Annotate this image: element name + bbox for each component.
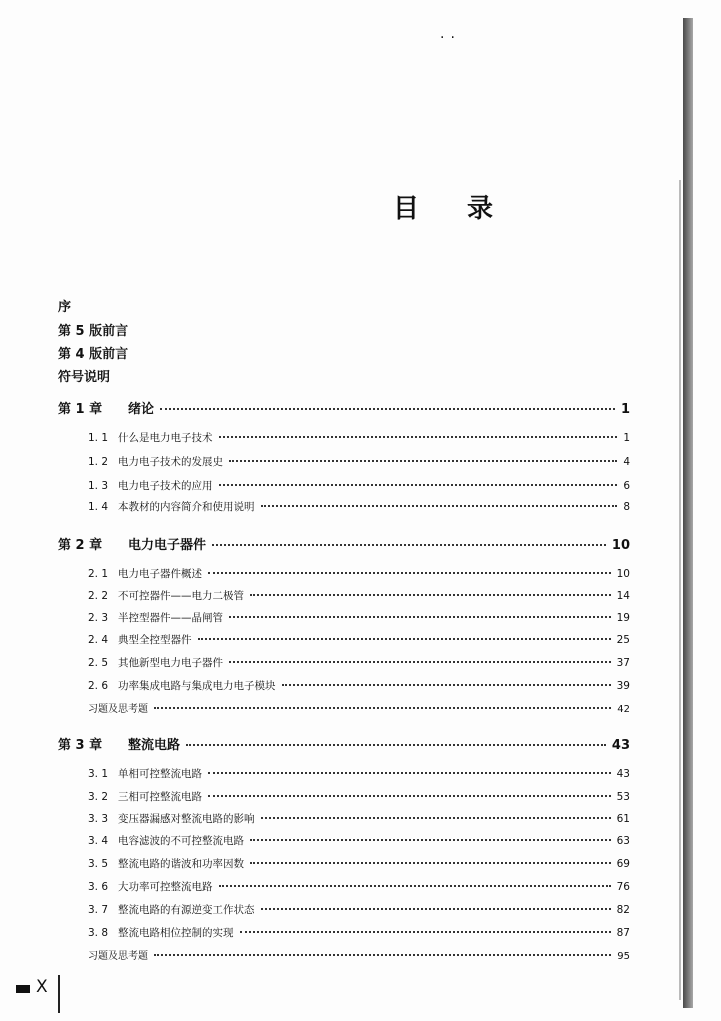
- toc-section-row: [88, 789, 630, 804]
- toc-section-row: [88, 811, 630, 826]
- toc-section-row: [88, 902, 630, 917]
- toc-dot-leader: [208, 795, 611, 797]
- toc-page-number: 82: [616, 904, 630, 916]
- toc-page-number: 53: [616, 791, 630, 803]
- toc-dot-leader: [219, 885, 611, 887]
- toc-entry-label: 什么是电力电子技术: [118, 432, 213, 444]
- toc-page-number: 10: [611, 538, 630, 553]
- toc-page-number: 69: [616, 858, 630, 870]
- toc-entry-label: 本教材的内容简介和使用说明: [118, 501, 255, 513]
- toc-entry-label: 电力电子技术的应用: [118, 480, 213, 492]
- toc-entry-label: 典型全控型器件: [118, 634, 192, 646]
- toc-entry-label: 整流电路的有源逆变工作状态: [118, 904, 255, 916]
- toc-dot-leader: [250, 594, 611, 596]
- toc-dot-leader: [261, 505, 618, 507]
- toc-entry-number: 1. 3: [88, 480, 109, 492]
- toc-section-row: [88, 856, 630, 871]
- toc-entry-number: 1. 2: [88, 456, 109, 468]
- toc-dot-leader: [154, 954, 611, 956]
- toc-entry-label: 变压器漏感对整流电路的影响: [118, 813, 255, 825]
- toc-page-number: 14: [616, 590, 630, 602]
- toc-entry-number: 2. 5: [88, 657, 109, 669]
- toc-dot-leader: [229, 661, 611, 663]
- toc-section-row: [88, 925, 630, 940]
- toc-entry-number: 2. 3: [88, 612, 109, 624]
- toc-page-number: 4: [623, 456, 630, 468]
- toc-entry-label: 电力电子器件: [128, 538, 207, 553]
- toc-entry-number: 2. 6: [88, 680, 109, 692]
- toc-entry-number: 2. 1: [88, 568, 109, 580]
- toc-page-number: 10: [616, 568, 630, 580]
- page-binding-shadow: [679, 180, 681, 1000]
- toc-entry-number: 3. 6: [88, 881, 109, 893]
- toc-entry-number: 3. 2: [88, 791, 109, 803]
- toc-dot-leader: [240, 931, 611, 933]
- toc-entry-number: 3. 5: [88, 858, 109, 870]
- toc-page-number: 63: [616, 835, 630, 847]
- toc-entry-number: 1. 1: [88, 432, 109, 444]
- toc-entry-label: 绪论: [128, 402, 155, 417]
- toc-entry-label: 习题及思考题: [88, 951, 148, 962]
- toc-entry-number: 第 2 章: [58, 538, 103, 553]
- toc-page-number: 43: [616, 768, 630, 780]
- toc-section-row: [88, 833, 630, 848]
- toc-page-number: 19: [616, 612, 630, 624]
- toc-entry-number: 3. 8: [88, 927, 109, 939]
- toc-page-number: 1: [623, 432, 630, 444]
- toc-section-row: [88, 478, 630, 493]
- toc-page-number: 37: [616, 657, 630, 669]
- toc-section-row: [88, 766, 630, 781]
- toc-dot-leader: [261, 908, 611, 910]
- toc-dot-leader: [212, 544, 606, 546]
- toc-dot-leader: [282, 684, 611, 686]
- toc-chapter-row: [58, 734, 630, 753]
- footer-divider: [58, 975, 60, 1013]
- toc-entry-label: 习题及思考题: [88, 704, 148, 715]
- toc-page-number: 39: [616, 680, 630, 692]
- toc-dot-leader: [208, 772, 611, 774]
- toc-dot-leader: [229, 616, 611, 618]
- toc-entry-label: 电容滤波的不可控整流电路: [118, 835, 244, 847]
- toc-dot-leader: [250, 862, 611, 864]
- toc-entry-number: 1. 4: [88, 501, 109, 513]
- toc-page-number: 87: [616, 927, 630, 939]
- toc-entry-label: 电力电子器件概述: [118, 568, 202, 580]
- toc-dot-leader: [250, 839, 611, 841]
- toc-dot-leader: [198, 638, 611, 640]
- front-matter-item: 序: [58, 300, 72, 315]
- toc-section-row: [88, 430, 630, 445]
- toc-exercise-row: [88, 700, 630, 715]
- toc-section-row: [88, 678, 630, 693]
- footer-page-number: X: [36, 977, 48, 997]
- toc-dot-leader: [261, 817, 611, 819]
- toc-exercise-row: [88, 947, 630, 962]
- toc-page-number: 25: [616, 634, 630, 646]
- toc-entry-label: 其他新型电力电子器件: [118, 657, 223, 669]
- toc-entry-label: 整流电路: [128, 738, 181, 753]
- toc-chapter-row: [58, 534, 630, 553]
- toc-entry-number: 2. 4: [88, 634, 109, 646]
- toc-page-number: 76: [616, 881, 630, 893]
- toc-entry-label: 整流电路的谐波和功率因数: [118, 858, 244, 870]
- toc-dot-leader: [219, 436, 618, 438]
- toc-dot-leader: [229, 460, 617, 462]
- toc-entry-label: 整流电路相位控制的实现: [118, 927, 234, 939]
- toc-page-number: 43: [611, 738, 630, 753]
- page-title: 目录: [393, 194, 542, 224]
- toc-entry-number: 3. 4: [88, 835, 109, 847]
- toc-section-row: [88, 655, 630, 670]
- toc-section-row: [88, 588, 630, 603]
- toc-dot-leader: [154, 707, 611, 709]
- toc-dot-leader: [160, 408, 615, 410]
- toc-section-row: [88, 610, 630, 625]
- toc-entry-label: 三相可控整流电路: [118, 791, 202, 803]
- toc-entry-label: 功率集成电路与集成电力电子模块: [118, 680, 276, 692]
- toc-page-number: 61: [616, 813, 630, 825]
- toc-section-row: [88, 879, 630, 894]
- toc-entry-label: 电力电子技术的发展史: [118, 456, 223, 468]
- toc-entry-number: 第 3 章: [58, 738, 103, 753]
- front-matter-item: 第 5 版前言: [58, 324, 129, 339]
- toc-entry-number: 2. 2: [88, 590, 109, 602]
- toc-page-number: 6: [623, 480, 630, 492]
- toc-section-row: [88, 566, 630, 581]
- toc-entry-number: 3. 1: [88, 768, 109, 780]
- toc-dot-leader: [186, 744, 606, 746]
- toc-page-number: 8: [623, 501, 630, 513]
- toc-chapter-row: [58, 398, 630, 417]
- scan-artifact-dots: ··: [440, 30, 461, 46]
- toc-entry-label: 大功率可控整流电路: [118, 881, 213, 893]
- toc-section-row: [88, 454, 630, 469]
- toc-section-row: [88, 632, 630, 647]
- toc-entry-number: 第 1 章: [58, 402, 103, 417]
- toc-section-row: [88, 499, 630, 514]
- toc-page-number: 42: [617, 704, 630, 715]
- toc-page-number: 1: [620, 402, 630, 417]
- toc-entry-number: 3. 3: [88, 813, 109, 825]
- toc-page-number: 95: [617, 951, 630, 962]
- front-matter-item: 第 4 版前言: [58, 347, 129, 362]
- toc-entry-label: 半控型器件——晶闸管: [118, 612, 223, 624]
- page-binding-edge: [683, 18, 693, 1008]
- toc-dot-leader: [219, 484, 618, 486]
- toc-entry-number: 3. 7: [88, 904, 109, 916]
- toc-entry-label: 不可控器件——电力二极管: [118, 590, 244, 602]
- toc-dot-leader: [208, 572, 611, 574]
- toc-entry-label: 单相可控整流电路: [118, 768, 202, 780]
- front-matter-item: 符号说明: [58, 370, 111, 385]
- footer-marker: [16, 985, 30, 993]
